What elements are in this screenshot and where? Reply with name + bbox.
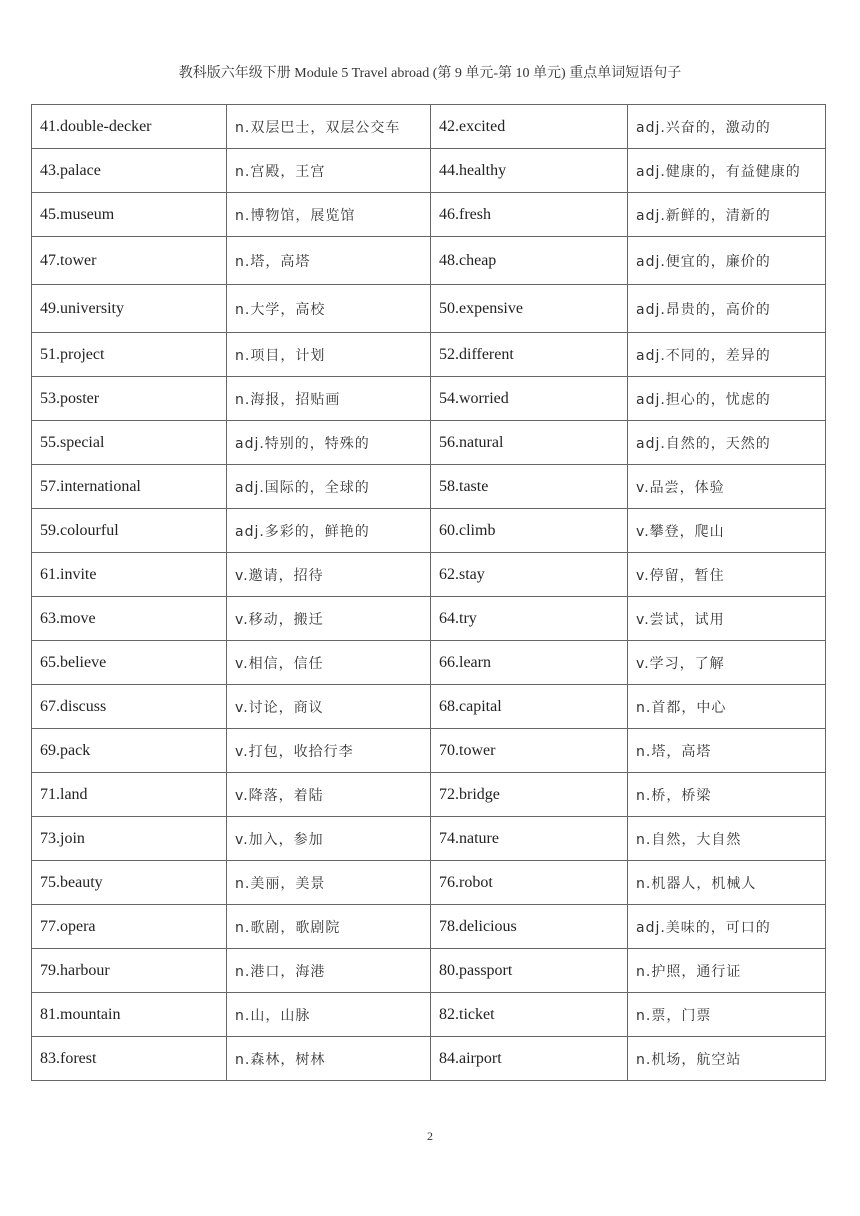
english-word: taste: [459, 477, 489, 495]
table-row: [32, 641, 826, 685]
entry-number-dot: .: [56, 251, 60, 269]
english-word: worried: [459, 389, 509, 407]
table-row: [32, 729, 826, 773]
english-word: excited: [459, 117, 506, 135]
chinese-meaning: v.停留，暂住: [636, 567, 725, 584]
meaning-cell: [227, 333, 431, 377]
meaning-cell: [628, 465, 826, 509]
entry-number-dot: .: [455, 521, 459, 539]
chinese-meaning: n.机场，航空站: [636, 1051, 742, 1068]
meaning-cell: [227, 817, 431, 861]
meaning-cell: [628, 641, 826, 685]
english-word: ticket: [459, 1005, 495, 1023]
entry-number: 58: [439, 477, 455, 495]
chinese-meaning: v.品尝，体验: [636, 479, 725, 496]
meaning-cell: [628, 773, 826, 817]
entry-number: 80: [439, 961, 455, 979]
entry-number-dot: .: [56, 389, 60, 407]
english-word: invite: [60, 565, 97, 583]
word-cell: [32, 861, 227, 905]
table-row: [32, 465, 826, 509]
entry-number: 65: [40, 653, 56, 671]
word-cell: [431, 237, 628, 285]
entry-number: 72: [439, 785, 455, 803]
meaning-cell: [628, 597, 826, 641]
word-cell: [431, 817, 628, 861]
meaning-cell: [227, 285, 431, 333]
entry-number-dot: .: [455, 609, 459, 627]
word-cell: [32, 149, 227, 193]
word-cell: [431, 1037, 628, 1081]
table-row: [32, 509, 826, 553]
vocabulary-table: [31, 104, 826, 1081]
word-cell: [431, 949, 628, 993]
meaning-cell: [227, 237, 431, 285]
word-cell: [431, 285, 628, 333]
english-word: healthy: [459, 161, 507, 179]
meaning-cell: [227, 949, 431, 993]
english-word: believe: [60, 653, 107, 671]
word-cell: [32, 421, 227, 465]
chinese-meaning: adj.健康的，有益健康的: [636, 163, 801, 180]
table-row: [32, 949, 826, 993]
entry-number: 81: [40, 1005, 56, 1023]
chinese-meaning: adj.特别的，特殊的: [235, 435, 370, 452]
chinese-meaning: adj.兴奋的，激动的: [636, 119, 771, 136]
entry-number: 56: [439, 433, 455, 451]
entry-number: 64: [439, 609, 455, 627]
chinese-meaning: adj.美味的，可口的: [636, 919, 771, 936]
meaning-cell: [628, 285, 826, 333]
word-cell: [431, 333, 628, 377]
entry-number: 55: [40, 433, 56, 451]
word-cell: [32, 685, 227, 729]
english-word: expensive: [459, 299, 523, 317]
english-word: delicious: [459, 917, 517, 935]
table-row: [32, 993, 826, 1037]
chinese-meaning: n.美丽，美景: [235, 875, 326, 892]
english-word: airport: [459, 1049, 502, 1067]
meaning-cell: [628, 509, 826, 553]
english-word: tower: [459, 741, 496, 759]
entry-number: 63: [40, 609, 56, 627]
entry-number: 66: [439, 653, 455, 671]
chinese-meaning: v.讨论，商议: [235, 699, 324, 716]
chinese-meaning: v.尝试，试用: [636, 611, 725, 628]
meaning-cell: [227, 905, 431, 949]
english-word: bridge: [459, 785, 500, 803]
entry-number: 53: [40, 389, 56, 407]
english-word: harbour: [60, 961, 110, 979]
chinese-meaning: adj.昂贵的，高价的: [636, 301, 771, 318]
english-word: join: [60, 829, 85, 847]
english-word: robot: [459, 873, 493, 891]
entry-number: 76: [439, 873, 455, 891]
english-word: beauty: [60, 873, 103, 891]
table-row: [32, 905, 826, 949]
meaning-cell: [227, 421, 431, 465]
entry-number-dot: .: [56, 829, 60, 847]
word-cell: [32, 641, 227, 685]
english-word: project: [60, 345, 105, 363]
chinese-meaning: adj.多彩的，鲜艳的: [235, 523, 370, 540]
chinese-meaning: n.宫殿，王宫: [235, 163, 326, 180]
entry-number: 75: [40, 873, 56, 891]
entry-number-dot: .: [455, 917, 459, 935]
english-word: climb: [459, 521, 496, 539]
meaning-cell: [227, 465, 431, 509]
meaning-cell: [227, 773, 431, 817]
meaning-cell: [227, 193, 431, 237]
word-cell: [431, 377, 628, 421]
entry-number-dot: .: [455, 1005, 459, 1023]
english-word: fresh: [459, 205, 491, 223]
entry-number: 60: [439, 521, 455, 539]
entry-number-dot: .: [56, 205, 60, 223]
meaning-cell: [227, 729, 431, 773]
entry-number-dot: .: [455, 961, 459, 979]
meaning-cell: [227, 861, 431, 905]
word-cell: [32, 553, 227, 597]
chinese-meaning: n.大学，高校: [235, 301, 326, 318]
meaning-cell: [227, 149, 431, 193]
english-word: palace: [60, 161, 101, 179]
english-word: special: [60, 433, 105, 451]
table-row: [32, 285, 826, 333]
word-cell: [32, 285, 227, 333]
english-word: forest: [60, 1049, 97, 1067]
entry-number-dot: .: [455, 873, 459, 891]
chinese-meaning: adj.国际的，全球的: [235, 479, 370, 496]
word-cell: [431, 773, 628, 817]
entry-number-dot: .: [455, 161, 459, 179]
word-cell: [431, 193, 628, 237]
entry-number-dot: .: [56, 1049, 60, 1067]
english-word: land: [60, 785, 88, 803]
entry-number: 84: [439, 1049, 455, 1067]
english-word: cheap: [459, 251, 497, 269]
meaning-cell: [628, 861, 826, 905]
word-cell: [431, 105, 628, 149]
chinese-meaning: n.歌剧，歌剧院: [235, 919, 341, 936]
entry-number-dot: .: [56, 433, 60, 451]
word-cell: [431, 861, 628, 905]
chinese-meaning: adj.新鲜的，清新的: [636, 207, 771, 224]
vocabulary-table-body: [32, 105, 826, 1081]
meaning-cell: [628, 553, 826, 597]
english-word: learn: [459, 653, 491, 671]
english-word: move: [60, 609, 96, 627]
meaning-cell: [628, 993, 826, 1037]
entry-number: 54: [439, 389, 455, 407]
english-word: try: [459, 609, 477, 627]
table-row: [32, 773, 826, 817]
word-cell: [431, 509, 628, 553]
entry-number-dot: .: [56, 117, 60, 135]
word-cell: [32, 105, 227, 149]
entry-number-dot: .: [455, 829, 459, 847]
english-word: stay: [459, 565, 485, 583]
word-cell: [32, 817, 227, 861]
chinese-meaning: n.桥，桥梁: [636, 787, 712, 804]
entry-number: 74: [439, 829, 455, 847]
meaning-cell: [628, 1037, 826, 1081]
entry-number-dot: .: [56, 917, 60, 935]
entry-number-dot: .: [455, 299, 459, 317]
word-cell: [431, 465, 628, 509]
table-row: [32, 377, 826, 421]
entry-number: 59: [40, 521, 56, 539]
meaning-cell: [227, 1037, 431, 1081]
entry-number: 82: [439, 1005, 455, 1023]
table-row: [32, 1037, 826, 1081]
entry-number-dot: .: [455, 433, 459, 451]
entry-number-dot: .: [56, 299, 60, 317]
meaning-cell: [628, 817, 826, 861]
english-word: different: [459, 345, 514, 363]
entry-number-dot: .: [56, 609, 60, 627]
word-cell: [431, 149, 628, 193]
entry-number: 51: [40, 345, 56, 363]
meaning-cell: [227, 597, 431, 641]
chinese-meaning: v.移动，搬迁: [235, 611, 324, 628]
entry-number-dot: .: [455, 389, 459, 407]
meaning-cell: [628, 949, 826, 993]
table-row: [32, 861, 826, 905]
chinese-meaning: n.护照，通行证: [636, 963, 742, 980]
chinese-meaning: n.票，门票: [636, 1007, 712, 1024]
page-header-title: 教科版六年级下册 Module 5 Travel abroad (第 9 单元-第 10 单元) 重点单词短语句子: [178, 66, 682, 81]
meaning-cell: [227, 993, 431, 1037]
word-cell: [32, 729, 227, 773]
meaning-cell: [227, 509, 431, 553]
entry-number: 49: [40, 299, 56, 317]
word-cell: [32, 333, 227, 377]
chinese-meaning: n.博物馆，展览馆: [235, 207, 356, 224]
english-word: capital: [459, 697, 502, 715]
english-word: mountain: [60, 1005, 121, 1023]
meaning-cell: [628, 905, 826, 949]
entry-number-dot: .: [56, 697, 60, 715]
entry-number: 48: [439, 251, 455, 269]
word-cell: [431, 905, 628, 949]
chinese-meaning: n.山，山脉: [235, 1007, 311, 1024]
entry-number: 77: [40, 917, 56, 935]
entry-number: 44: [439, 161, 455, 179]
entry-number-dot: .: [56, 521, 60, 539]
word-cell: [32, 773, 227, 817]
entry-number-dot: .: [56, 741, 60, 759]
meaning-cell: [628, 685, 826, 729]
word-cell: [431, 685, 628, 729]
entry-number: 71: [40, 785, 56, 803]
chinese-meaning: v.降落，着陆: [235, 787, 324, 804]
english-word: colourful: [60, 521, 119, 539]
entry-number: 57: [40, 477, 56, 495]
word-cell: [431, 597, 628, 641]
meaning-cell: [628, 237, 826, 285]
word-cell: [32, 237, 227, 285]
table-row: [32, 193, 826, 237]
chinese-meaning: n.港口，海港: [235, 963, 326, 980]
entry-number: 41: [40, 117, 56, 135]
entry-number-dot: .: [455, 697, 459, 715]
chinese-meaning: n.项目，计划: [235, 347, 326, 364]
chinese-meaning: v.攀登，爬山: [636, 523, 725, 540]
chinese-meaning: v.相信，信任: [235, 655, 324, 672]
word-cell: [431, 553, 628, 597]
english-word: discuss: [60, 697, 107, 715]
meaning-cell: [628, 377, 826, 421]
table-row: [32, 237, 826, 285]
chinese-meaning: n.塔，高塔: [235, 253, 311, 270]
entry-number-dot: .: [56, 961, 60, 979]
english-word: natural: [459, 433, 504, 451]
table-row: [32, 817, 826, 861]
entry-number: 62: [439, 565, 455, 583]
table-row: [32, 685, 826, 729]
chinese-meaning: adj.不同的，差异的: [636, 347, 771, 364]
word-cell: [431, 421, 628, 465]
chinese-meaning: adj.自然的，天然的: [636, 435, 771, 452]
word-cell: [32, 377, 227, 421]
chinese-meaning: v.打包，收拾行李: [235, 743, 354, 760]
entry-number-dot: .: [56, 161, 60, 179]
english-word: opera: [60, 917, 96, 935]
chinese-meaning: adj.担心的，忧虑的: [636, 391, 771, 408]
entry-number-dot: .: [56, 873, 60, 891]
entry-number-dot: .: [455, 785, 459, 803]
meaning-cell: [227, 641, 431, 685]
entry-number-dot: .: [56, 653, 60, 671]
word-cell: [32, 993, 227, 1037]
english-word: passport: [459, 961, 513, 979]
entry-number: 68: [439, 697, 455, 715]
word-cell: [431, 993, 628, 1037]
entry-number-dot: .: [56, 565, 60, 583]
entry-number: 67: [40, 697, 56, 715]
meaning-cell: [227, 685, 431, 729]
entry-number-dot: .: [455, 117, 459, 135]
meaning-cell: [628, 333, 826, 377]
table-row: [32, 149, 826, 193]
entry-number: 83: [40, 1049, 56, 1067]
entry-number-dot: .: [455, 251, 459, 269]
word-cell: [32, 509, 227, 553]
english-word: nature: [459, 829, 499, 847]
meaning-cell: [628, 421, 826, 465]
entry-number-dot: .: [455, 653, 459, 671]
chinese-meaning: adj.便宜的，廉价的: [636, 253, 771, 270]
word-cell: [32, 597, 227, 641]
entry-number: 43: [40, 161, 56, 179]
chinese-meaning: v.学习，了解: [636, 655, 725, 672]
entry-number-dot: .: [455, 205, 459, 223]
chinese-meaning: n.首都，中心: [636, 699, 727, 716]
entry-number: 45: [40, 205, 56, 223]
entry-number-dot: .: [455, 345, 459, 363]
english-word: pack: [60, 741, 91, 759]
word-cell: [431, 729, 628, 773]
word-cell: [431, 641, 628, 685]
chinese-meaning: v.邀请，招待: [235, 567, 324, 584]
chinese-meaning: n.森林，树林: [235, 1051, 326, 1068]
entry-number-dot: .: [56, 477, 60, 495]
entry-number-dot: .: [455, 565, 459, 583]
word-cell: [32, 905, 227, 949]
table-row: [32, 597, 826, 641]
entry-number: 42: [439, 117, 455, 135]
word-cell: [32, 949, 227, 993]
meaning-cell: [628, 729, 826, 773]
table-row: [32, 421, 826, 465]
word-cell: [32, 193, 227, 237]
chinese-meaning: v.加入，参加: [235, 831, 324, 848]
chinese-meaning: n.双层巴士，双层公交车: [235, 119, 401, 136]
meaning-cell: [227, 377, 431, 421]
entry-number-dot: .: [56, 1005, 60, 1023]
entry-number: 70: [439, 741, 455, 759]
chinese-meaning: n.塔，高塔: [636, 743, 712, 760]
entry-number-dot: .: [455, 1049, 459, 1067]
table-row: [32, 553, 826, 597]
entry-number: 52: [439, 345, 455, 363]
english-word: double-decker: [60, 117, 152, 135]
meaning-cell: [628, 149, 826, 193]
chinese-meaning: n.机器人，机械人: [636, 875, 757, 892]
meaning-cell: [227, 105, 431, 149]
entry-number: 47: [40, 251, 56, 269]
meaning-cell: [227, 553, 431, 597]
page-number: 2: [427, 1129, 433, 1143]
table-row: [32, 105, 826, 149]
chinese-meaning: n.海报，招贴画: [235, 391, 341, 408]
entry-number-dot: .: [56, 345, 60, 363]
chinese-meaning: n.自然，大自然: [636, 831, 742, 848]
table-row: [32, 333, 826, 377]
english-word: international: [60, 477, 141, 495]
english-word: museum: [60, 205, 115, 223]
entry-number-dot: .: [455, 477, 459, 495]
entry-number: 73: [40, 829, 56, 847]
entry-number: 46: [439, 205, 455, 223]
meaning-cell: [628, 193, 826, 237]
entry-number-dot: .: [56, 785, 60, 803]
word-cell: [32, 465, 227, 509]
english-word: university: [60, 299, 124, 317]
entry-number-dot: .: [455, 741, 459, 759]
entry-number: 79: [40, 961, 56, 979]
word-cell: [32, 1037, 227, 1081]
entry-number: 69: [40, 741, 56, 759]
entry-number: 78: [439, 917, 455, 935]
entry-number: 50: [439, 299, 455, 317]
meaning-cell: [628, 105, 826, 149]
entry-number: 61: [40, 565, 56, 583]
english-word: poster: [60, 389, 100, 407]
english-word: tower: [60, 251, 97, 269]
